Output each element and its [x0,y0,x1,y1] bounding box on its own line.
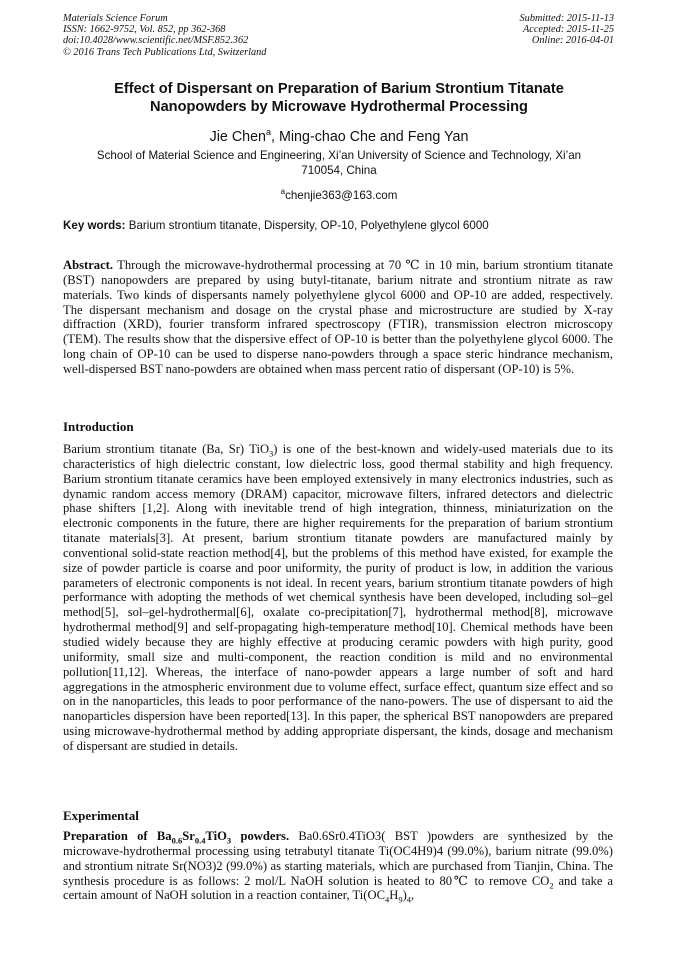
journal-header-left [63,13,266,58]
paper-title [40,80,638,116]
section-heading-experimental: Experimental [63,808,139,823]
doi-line: doi:10.4028/www.scientific.net/MSF.852.362 [63,35,249,47]
keywords-label: Key words: [63,219,126,232]
exp-text-part-2: and take a certain amount of NaOH solution in a reaction container, Ti(OC [63,873,613,903]
email-mark: a [280,187,286,196]
subsection-sub-3: 3 [226,835,232,846]
copyright-line: © 2016 Trans Tech Publications Ltd, Switzerland [63,46,267,58]
exp-text-part-4: ) [402,888,407,903]
section-heading-introduction: Introduction [63,419,134,434]
author-email [40,185,638,203]
online-date: Online: 2016-04-01 [531,35,614,47]
journal-name: Materials Science Forum [63,13,168,24]
abstract [63,258,613,377]
affiliation-line-2: 710054, China [301,163,377,177]
intro-text-part-2: ) is one of the best-known and widely-used materials due to its characteristics of high dielectric constant, low dielectric loss, good thermal stability and high frequency. Barium strontium titanate ceramics have been employed extensively in many electronics industries, such as dynamic random access memory (DRAM) capacitor, microwave filters, infrared detectors and dielectric phase shifters [1,2]. Along with inevitable trend of high integration, thinness, miniaturization on the electronic components in the future, there are higher requirements for the preparation of barium strontium titanate materials[3]. At present, barium strontium titanate powders are manufactured mainly by conventional solid-state reaction method[4], but the problems of this method have existed, for example the size of powder particle is coarse and poor uniformity, the purity of product is low, in addition the various parameters of electronic components is not ideal. In recent years, barium strontium titanate powders of high performance with adopting the methods of wet chemical synthesis have been developed, including sol–gel method[5], sol–gel-hydrothermal[6], oxalate co-precipitation[7], hydrothermal method[8], microwave hydrothermal method[9] and self-propagating high-temperature method[10]. Chemical methods have been studied widely because they are highly effective at producing ceramic powders with high purity, good uniformity, small size and multi-component, the reaction condition is mild and no environmental pollution[11,12]. Whereas, the interface of nano-powder appears a large number of soft and hard aggregations in the atmospheric environment due to volume effect, surface effect, quantum size effect and so on in the nanoparticles, this leads to poor performance of the nano-powers. The use of dispersant to aid the nanoparticles dispersion have been reported[13]. In this paper, the spherical BST nanopowders are prepared using microwave-hydrothermal method by adding appropriate dispersant, the kinds, dosage and mechanism of dispersant are studied in details. [63,442,613,753]
submitted-date: Submitted: 2015-11-13 [519,13,614,24]
exp-sub-co2: 2 [549,880,554,891]
title-line-2: Nanopowders by Microwave Hydrothermal Processing [150,99,528,115]
author-list [40,123,638,146]
subsection-sub-2: 0.4 [194,835,206,846]
experimental-paragraph [63,829,613,903]
subsection-sub-1: 0.6 [171,835,183,846]
author-1-affiliation-mark: a [266,127,272,137]
abstract-text: Through the microwave-hydrothermal processing at 70 ℃ in 10 min, barium strontium titanate (BST) nanopowders are prepared by using butyl-titanate, barium nitrate and strontium nitrate as raw materials. Two kinds of dispersants namely polyethylene glycol 6000 and OP-10 are added, respectively. The dispersant mechanism and dosage on the crystal phase and microstructure are studied by X-ray diffraction (XRD), fourier transform infrared spectroscopy (FTIR), transmission electron microscopy (TEM). The results show that the dispersive effect of OP-10 is better than the polyethylene glycol 6000. The long chain of OP-10 can be used to disperse nano-powders through a space steric hindrance mechanism, well-dispersed BST nano-powders are obtained when mass percent ratio of dispersant (OP-10) is 5%. [63,258,613,376]
exp-sub-h9: 9 [398,894,403,905]
affiliation [60,149,618,178]
keywords-text: Barium strontium titanate, Dispersity, OP-10, Polyethylene glycol 6000 [125,219,489,232]
author-1: Jie Chen [209,128,267,145]
keywords [63,219,623,233]
email-address[interactable]: chenjie363@163.com [285,188,398,202]
affiliation-line-1: School of Material Science and Engineering, Xi’an University of Science and Technology, Xi’an [96,149,582,162]
exp-sub-c4: 4 [384,894,390,905]
other-authors: , Ming-chao Che and Feng Yan [271,128,469,145]
subsection-label-part-3: TiO [205,829,227,843]
intro-text-part-1: Barium strontium titanate (Ba, Sr) TiO [63,442,270,456]
subsection-label-part-4: powders. [231,829,290,843]
subsection-label [63,829,290,846]
issn-line: ISSN: 1662-9752, Vol. 852, pp 362-368 [63,24,226,36]
exp-text-part-1: Ba0.6Sr0.4TiO3( BST )powders are synthesized by the microwave-hydrothermal processing using tetrabutyl titanate Ti(OC4H9)4 (99.0%), barium nitrate (99.0%) and strontium nitrate Sr(NO3)2 (99.0%) as starting materials, which are purchased from Tianjin, China. The synthesis procedure is as follows: 2 mol/L NaOH solution is heated to 80℃ to remove CO [63,829,614,888]
subsection-label-part-1: Preparation of Ba [63,829,172,843]
introduction-paragraph [63,442,613,754]
title-line-1: Effect of Dispersant on Preparation of Barium Strontium Titanate [114,81,564,97]
abstract-label: Abstract. [63,258,114,272]
journal-header-right [520,13,614,47]
accepted-date: Accepted: 2015-11-25 [522,24,614,36]
exp-text-part-5: , [411,888,415,903]
intro-subscript: 3 [269,448,274,459]
exp-text-part-3: H [389,888,399,903]
exp-sub-4: 4 [406,894,412,905]
subsection-label-part-2: Sr [182,829,195,843]
